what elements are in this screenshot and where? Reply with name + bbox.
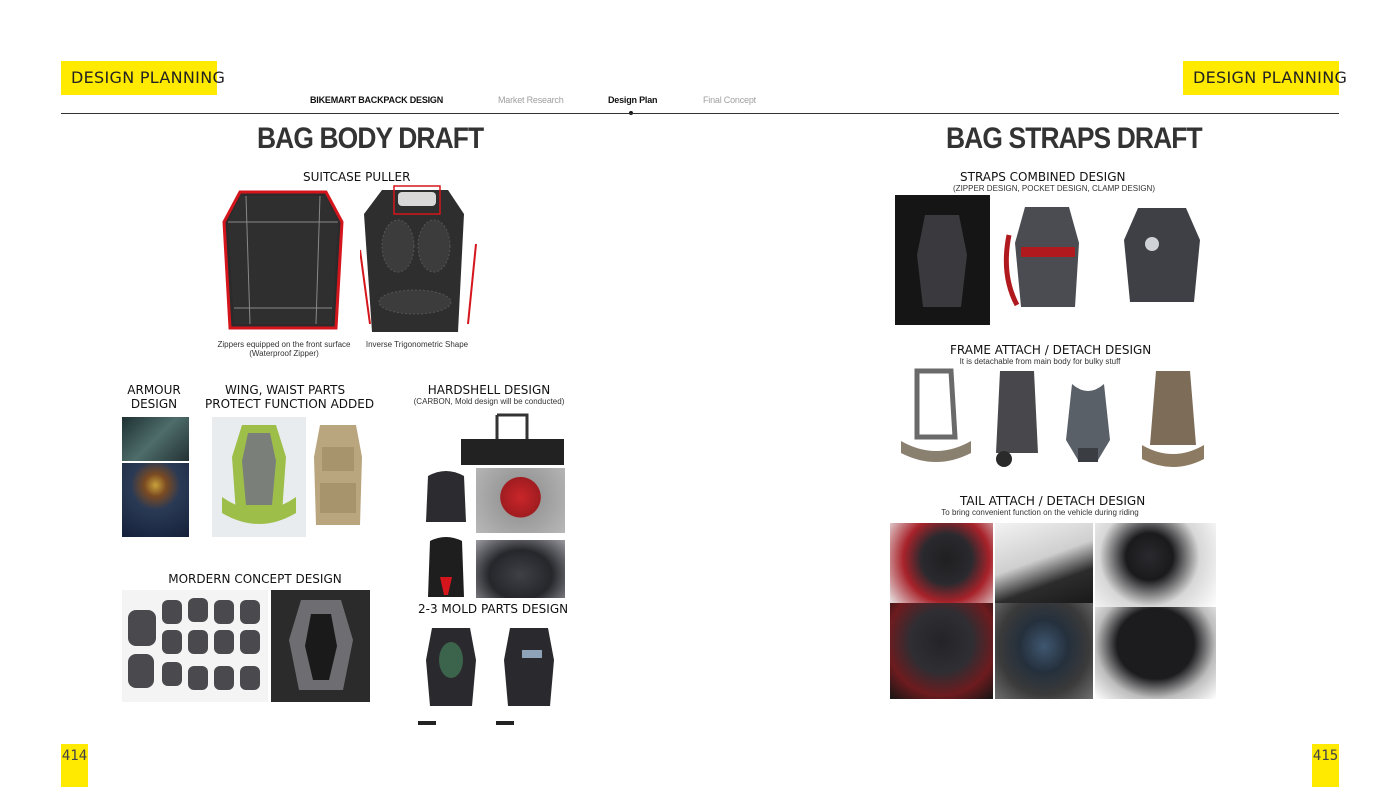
zipper-caption-1: Zippers equipped on the front surface	[217, 340, 351, 349]
page-number-left: 414	[61, 744, 88, 787]
hardshell-heading: HARDSHELL DESIGN	[427, 383, 551, 397]
nav-project[interactable]: BIKEMART BACKPACK DESIGN	[310, 95, 444, 105]
hardshell-red-bag-photo	[476, 468, 565, 533]
tail-photo-4	[890, 603, 993, 699]
frame-subheading: It is detachable from main body for bulky stuff	[959, 357, 1121, 366]
armour-photo-1	[122, 417, 189, 461]
modern-concept-render	[271, 590, 370, 702]
mold-concept-photo-1	[416, 620, 486, 730]
luggage-photo	[461, 413, 564, 465]
straps-combined-heading: STRAPS COMBINED DESIGN	[960, 170, 1126, 184]
armour-photo-2	[122, 463, 189, 537]
tail-heading: TAIL ATTACH / DETACH DESIGN	[960, 494, 1146, 508]
frame-photo-4	[1138, 367, 1208, 473]
wing-backpack-photo	[212, 417, 306, 537]
frame-photo-3	[1058, 380, 1118, 466]
straps-combined-subheading: (ZIPPER DESIGN, POCKET DESIGN, CLAMP DESIGN)	[953, 184, 1155, 193]
tail-photo-6	[1095, 607, 1216, 699]
hardshell-black-bag-photo	[418, 468, 474, 534]
bag-straps-title: BAG STRAPS DRAFT	[946, 122, 1202, 155]
section-tag-right: DESIGN PLANNING	[1183, 61, 1339, 95]
military-backpack-photo	[306, 417, 370, 537]
mold-heading: 2-3 MOLD PARTS DESIGN	[418, 602, 569, 616]
hardshell-carbon-bag-photo	[418, 537, 474, 599]
tail-subheading: To bring convenient function on the vehicle during riding	[941, 508, 1139, 517]
zipper-caption-2: (Waterproof Zipper)	[249, 349, 319, 358]
wing-heading-line2: PROTECT FUNCTION ADDED	[205, 397, 375, 411]
frame-photo-1	[897, 367, 975, 473]
suitcase-puller-heading: SUITCASE PULLER	[303, 170, 411, 184]
straps-photo-2	[995, 195, 1100, 325]
hardshell-seat-bag-photo	[476, 540, 565, 598]
frame-photo-2	[982, 367, 1052, 473]
nav-design-plan[interactable]: Design Plan	[608, 95, 658, 105]
tail-photo-2	[995, 523, 1093, 603]
section-tag-left: DESIGN PLANNING	[61, 61, 217, 95]
modern-concept-sketch	[122, 590, 268, 702]
bag-front-drawing	[218, 188, 348, 334]
bag-back-drawing	[360, 184, 480, 334]
modern-concept-heading: MORDERN CONCEPT DESIGN	[168, 572, 342, 586]
tail-photo-1	[890, 523, 993, 603]
armour-heading-line1: ARMOUR	[127, 383, 181, 397]
header-rule	[61, 113, 1339, 114]
hardshell-subheading: (CARBON, Mold design will be conducted)	[413, 397, 565, 406]
page-number-right: 415	[1312, 744, 1339, 787]
tail-photo-5	[995, 603, 1093, 699]
nav-market-research[interactable]: Market Research	[498, 95, 564, 105]
straps-photo-3	[1108, 200, 1216, 310]
armour-heading-line2: DESIGN	[130, 397, 178, 411]
frame-heading: FRAME ATTACH / DETACH DESIGN	[950, 343, 1152, 357]
bag-body-title: BAG BODY DRAFT	[257, 122, 484, 155]
nav-final-concept[interactable]: Final Concept	[703, 95, 756, 105]
tail-photo-3	[1095, 523, 1216, 607]
mold-concept-photo-2	[494, 620, 564, 730]
straps-photo-1	[895, 195, 990, 325]
wing-heading-line1: WING, WAIST PARTS	[224, 383, 346, 397]
shape-caption: Inverse Trigonometric Shape	[365, 340, 469, 349]
